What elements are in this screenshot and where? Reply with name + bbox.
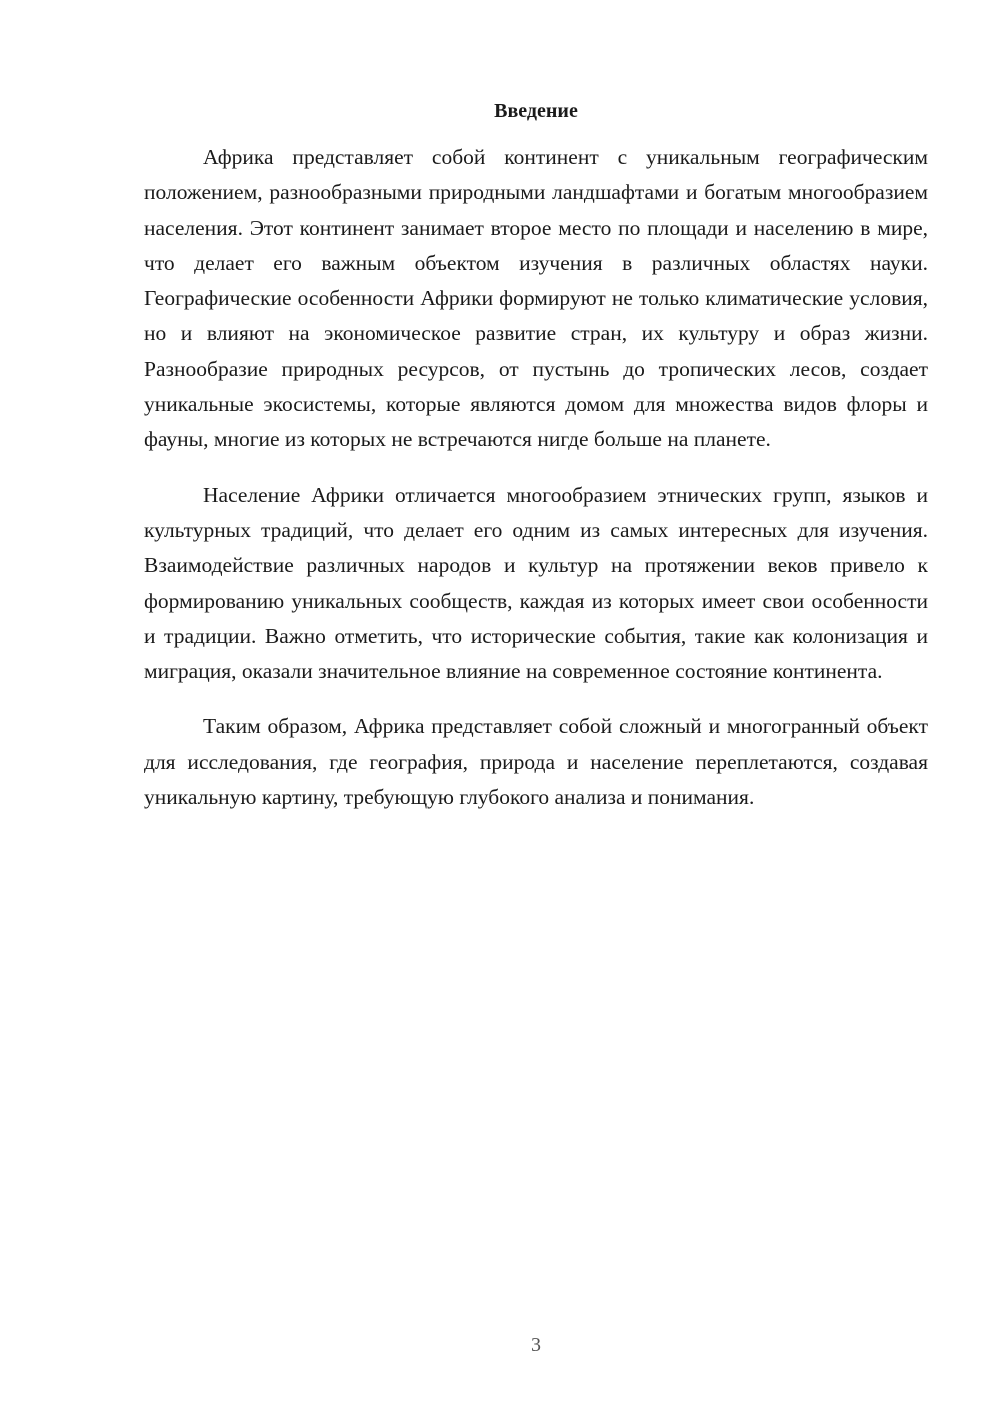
paragraph-2: Население Африки отличается многообразием этнических групп, языков и культурных традиций, что делает его одним из самых интересных для изучения. Взаимодействие различных народов и культур на протяжении веков привело к формированию уникальных сообществ, каждая из которых имеет свои особенности и традиции. Важно отметить, что исторические события, такие как колонизация и миграция, оказали значительное влияние на современное состояние континента.	[144, 482, 928, 684]
paragraph-1: Африка представляет собой континент с уникальным географическим положением, разнообразными природными ландшафтами и богатым многообразием населения. Этот континент занимает второе место по площади и населению в мире, что делает его важным объектом изучения в различных областях науки. Географические особенности Африки формируют не только климатические условия, но и влияют на экономическое развитие стран, их культуру и образ жизни. Разнообразие природных ресурсов, от пустынь до тропических лесов, создает уникальные экосистемы, которые являются домом для множества видов флоры и фауны, многие из которых не встречаются нигде больше на планете.	[144, 145, 928, 452]
paragraph-3: Таким образом, Африка представляет собой сложный и многогранный объект для исследования, где география, природа и население переплетаются, создавая уникальную картину, требующую глубокого анализа и понимания.	[144, 714, 928, 810]
page-content	[144, 96, 928, 815]
page-number: 3	[531, 1334, 541, 1356]
page-title: Введение	[494, 100, 578, 122]
